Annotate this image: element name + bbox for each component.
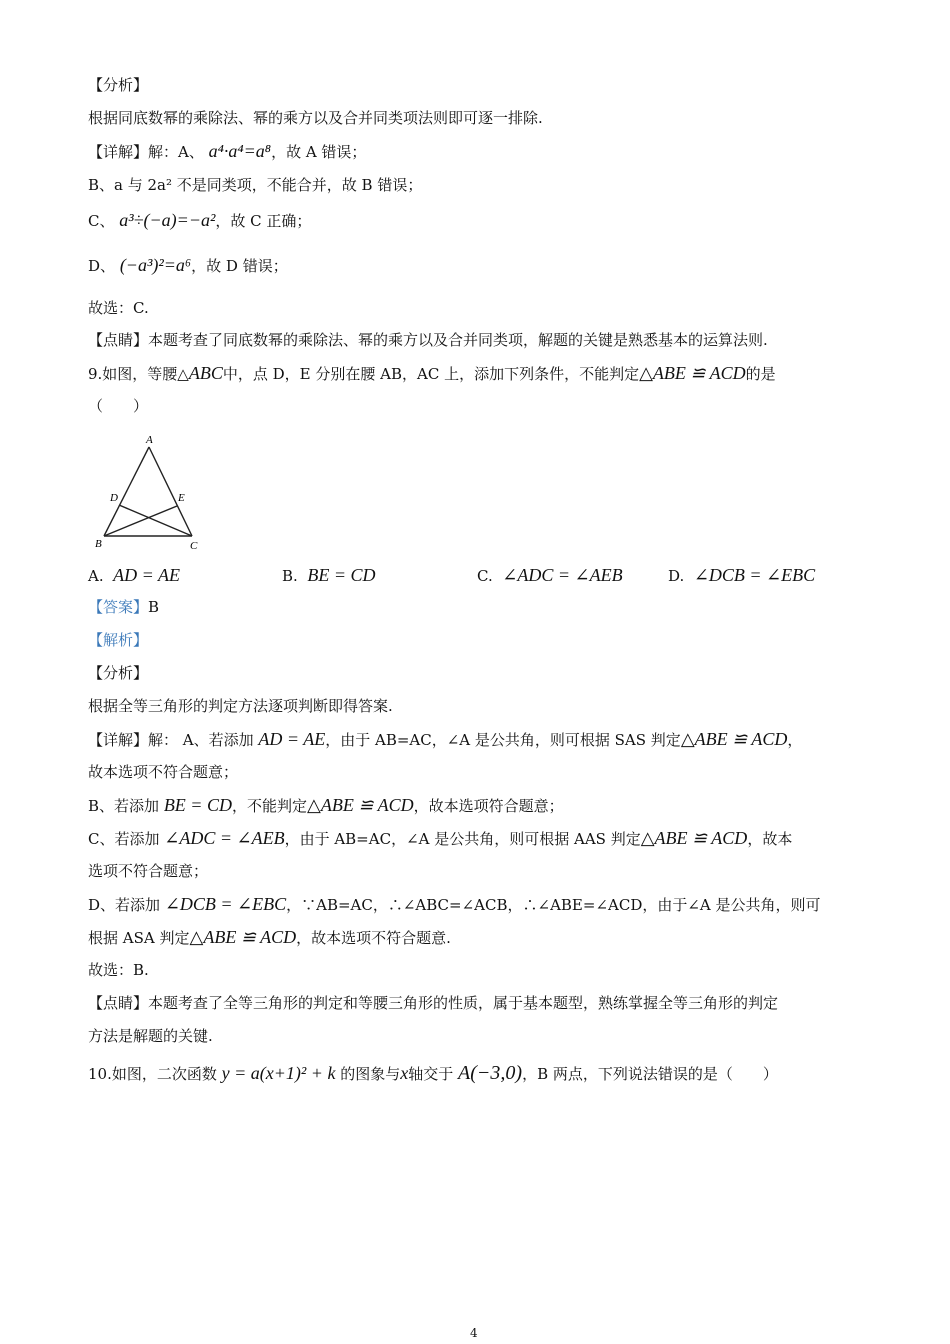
detail-prefix: 解：A、	[148, 143, 204, 161]
q9-choose: 故选：B.	[88, 961, 149, 979]
option-b[interactable]	[282, 565, 376, 586]
detail-d-line2a: 根据 ASA 判定	[88, 929, 190, 947]
q10-mid2: 轴交于	[408, 1065, 454, 1083]
explain-label: 【解析】	[88, 631, 149, 649]
q9-paren: （ ）	[88, 397, 149, 415]
option-a[interactable]	[88, 565, 180, 586]
detail-triangle: △ABE ≌ ACD	[680, 729, 788, 749]
detail-b1: B、若添加	[88, 797, 160, 815]
detail-label: 【详解】	[88, 143, 149, 161]
analysis-text: 根据同底数幂的乘除法、幂的乘方以及合并同类项法则即可逐一排除.	[88, 109, 543, 127]
c-tail: ，故 C 正确；	[215, 212, 312, 230]
comment-label: 【点睛】	[88, 994, 149, 1012]
detail-c2: ，由于 AB=AC，∠A 是公共角，则可根据 AAS 判定	[284, 830, 641, 848]
detail-d-math: ∠DCB = ∠EBC	[164, 894, 287, 914]
detail-b2: ，不能判定	[231, 797, 307, 815]
detail-d1: D、若添加	[88, 896, 161, 914]
option-text: ∠ADC = ∠AEB	[502, 565, 623, 585]
label-b: B	[95, 538, 102, 550]
option-c[interactable]	[477, 565, 623, 586]
detail-line-d	[88, 255, 288, 276]
q10-point: A(−3,0)	[458, 1062, 523, 1084]
a-tail: ，故 A 错误；	[271, 143, 367, 161]
detail-a2: ，由于 AB=AC，∠A 是公共角，则可根据 SAS 判定	[325, 731, 681, 749]
choose-c: 故选：C.	[88, 299, 149, 317]
answer-line	[88, 597, 159, 617]
answer-value: B	[148, 598, 160, 616]
option-text: BE = CD	[307, 565, 376, 585]
stem-prefix: 9.如图，等腰△	[88, 365, 189, 383]
answer-label: 【答案】	[88, 598, 149, 616]
option-letter: B.	[282, 567, 298, 585]
detail-c3: ，故本	[747, 830, 793, 848]
detail-d-line2b: ，故本选项不符合题意.	[296, 929, 451, 947]
detail-triangle: △ABE ≌ ACD	[640, 828, 748, 848]
triangle-figure	[92, 430, 212, 555]
detail-triangle: △ABE ≌ ACD	[306, 795, 414, 815]
q9-analysis-label: 【分析】	[88, 664, 149, 682]
comment-label: 【点睛】	[88, 331, 149, 349]
q9-detail-d-line2	[88, 927, 451, 948]
comment-text: 本题考查了同底数幂的乘除法、幂的乘方以及合并同类项，解题的关键是熟悉基本的运算法则.	[148, 331, 768, 349]
math-c: a³÷(−a)=−a²	[119, 210, 216, 230]
d-tail: ，故 D 错误；	[191, 257, 288, 275]
detail-a3: ，	[787, 731, 803, 749]
c-prefix: C、	[88, 212, 115, 230]
q9-analysis-text: 根据全等三角形的判定方法逐项判断即得答案.	[88, 697, 393, 715]
detail-c1: C、若添加	[88, 830, 160, 848]
detail-b3: ，故本选项符合题意；	[413, 797, 564, 815]
q9-detail-a-line2: 故本选项不符合题意；	[88, 763, 239, 781]
q9-comment-line2: 方法是解题的关键.	[88, 1027, 213, 1045]
q10-mid: 的图象与	[340, 1065, 401, 1083]
math-d: (−a³)²=a⁶	[119, 255, 192, 275]
comment-line	[88, 330, 768, 350]
q9-detail-c	[88, 828, 792, 849]
q10-function: y = a(x+1)² + k	[221, 1063, 336, 1083]
label-c: C	[190, 540, 198, 552]
detail-c-math: ∠ADC = ∠AEB	[164, 828, 285, 848]
q9-detail-d	[88, 894, 821, 915]
option-letter: D.	[668, 567, 685, 585]
label-a: A	[146, 434, 153, 446]
page-number: 4	[470, 1326, 478, 1340]
stem-abc: ABC	[188, 363, 223, 383]
q9-detail-c-line2: 选项不符合题意；	[88, 862, 209, 880]
d-prefix: D、	[88, 257, 116, 275]
option-d[interactable]	[668, 565, 815, 586]
detail-line-b: B、a 与 2a² 不是同类项，不能合并，故 B 错误；	[88, 176, 423, 194]
q10-stem	[88, 1063, 778, 1084]
analysis-label: 【分析】	[88, 76, 149, 94]
q10-prefix: 10.如图，二次函数	[88, 1065, 217, 1083]
detail-a1: 解： A、若添加	[148, 731, 254, 749]
detail-label: 【详解】	[88, 731, 149, 749]
stem-mid: 中，点 D，E 分别在腰 AB，AC 上，添加下列条件，不能判定	[222, 365, 640, 383]
label-e: E	[178, 492, 185, 504]
q10-x-var: x	[400, 1063, 409, 1083]
detail-triangle: △ABE ≌ ACD	[189, 927, 297, 947]
detail-d2: ，∵AB=AC，∴∠ABC=∠ACB，∴∠ABE=∠ACD，由于∠A 是公共角，则可	[286, 896, 821, 914]
q9-detail-b	[88, 795, 564, 816]
q10-tail: ，B 两点，下列说法错误的是（ ）	[522, 1065, 778, 1083]
comment-text1: 本题考查了全等三角形的判定和等腰三角形的性质，属于基本题型，熟练掌握全等三角形的判定	[148, 994, 779, 1012]
detail-line-a	[88, 141, 366, 162]
q9-detail-a	[88, 729, 802, 750]
option-text: AD = AE	[113, 565, 180, 585]
stem-triangle: △ABE ≌ ACD	[639, 363, 746, 383]
option-letter: C.	[477, 567, 493, 585]
detail-a-math: AD = AE	[258, 729, 326, 749]
label-d: D	[110, 492, 118, 504]
q9-stem	[88, 363, 776, 384]
q9-comment-line1	[88, 993, 778, 1013]
math-a: a⁴·a⁴=a⁸	[208, 141, 272, 161]
option-letter: A.	[88, 567, 104, 585]
option-text: ∠DCB = ∠EBC	[693, 565, 816, 585]
stem-tail: 的是	[745, 365, 776, 383]
detail-b-math: BE = CD	[163, 795, 232, 815]
detail-line-c	[88, 210, 311, 231]
